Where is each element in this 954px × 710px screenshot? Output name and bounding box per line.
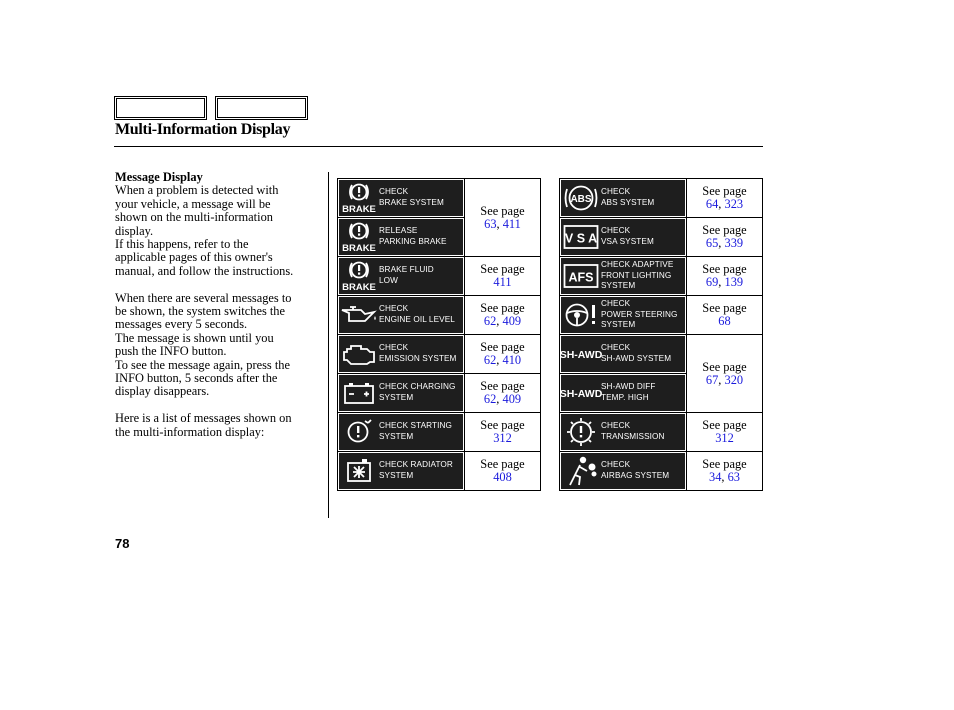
message-line: FRONT LIGHTING <box>601 270 672 280</box>
message-row <box>338 335 541 374</box>
message-text <box>601 382 655 404</box>
radiator-icon <box>342 456 376 486</box>
see-page-label: See page <box>702 359 747 374</box>
message-line: SH-AWD SYSTEM <box>601 354 672 363</box>
message-line: BRAKE SYSTEM <box>379 198 444 207</box>
see-page-label: See page <box>480 262 525 276</box>
warning-message <box>561 297 685 333</box>
page-link[interactable]: 139 <box>724 275 744 289</box>
intro-line <box>115 278 320 291</box>
warning-message <box>561 414 685 450</box>
message-text <box>601 299 677 331</box>
page-link[interactable]: 34 <box>709 470 722 484</box>
warning-message <box>339 453 463 489</box>
message-text <box>601 421 665 443</box>
message-line: CHECK <box>379 304 409 314</box>
starter-icon <box>342 417 376 447</box>
page-link[interactable]: 62 <box>483 392 497 406</box>
page-link[interactable]: 65 <box>705 236 719 250</box>
page-link[interactable]: 69 <box>705 275 719 289</box>
radiator-icon <box>339 453 379 489</box>
message-row <box>338 413 541 452</box>
intro-line: When a problem is detected with <box>115 183 279 198</box>
message-line: CHECK ADAPTIVE <box>601 259 674 269</box>
brake-warning-icon <box>339 219 379 255</box>
message-row <box>338 296 541 335</box>
message-cell <box>560 413 687 452</box>
message-text <box>601 260 673 292</box>
sh-awd-icon <box>559 378 603 408</box>
page-links: 63, 411 <box>484 216 521 231</box>
warning-message <box>561 258 685 294</box>
warning-message <box>561 219 685 255</box>
page-links: 67, 320 <box>705 372 744 387</box>
page-links: 62, 410 <box>483 353 522 367</box>
intro-text <box>115 171 320 439</box>
icon-text: SH-AWD <box>559 349 603 361</box>
message-table-left <box>337 178 541 491</box>
message-cell <box>560 296 687 335</box>
page-link[interactable]: 312 <box>493 431 512 445</box>
airbag-icon <box>563 455 599 487</box>
title-divider <box>114 146 763 147</box>
intro-line: applicable pages of this owner's <box>115 250 273 265</box>
sh-awd-icon <box>561 336 601 372</box>
page-links: 62, 409 <box>483 314 522 328</box>
see-page-label: See page <box>480 301 525 315</box>
message-line: TRANSMISSION <box>601 432 665 441</box>
see-page-label: See page <box>702 223 747 237</box>
page-reference <box>465 413 541 452</box>
message-line: RELEASE <box>379 226 418 236</box>
message-row <box>560 413 763 452</box>
sh-awd-icon <box>559 339 603 369</box>
message-cell <box>338 179 465 218</box>
message-cell <box>560 452 687 491</box>
transmission-gear-icon <box>563 416 599 448</box>
page-link[interactable]: 411 <box>493 275 512 289</box>
see-page-label: See page <box>480 418 525 432</box>
page-links: 64, 323 <box>705 197 744 211</box>
section-title: Multi-Information Display <box>115 121 291 138</box>
header-tab-1 <box>114 96 207 120</box>
message-line: TEMP. HIGH <box>601 393 649 402</box>
oil-can-icon <box>339 297 379 333</box>
message-row <box>338 452 541 491</box>
message-row <box>560 179 763 218</box>
see-page-label: See page <box>702 457 747 471</box>
oil-can-icon <box>340 300 378 330</box>
transmission-gear-icon <box>561 414 601 450</box>
message-line: BRAKE FLUID <box>379 265 434 275</box>
page-link[interactable]: 320 <box>724 372 744 387</box>
intro-line: INFO button, 5 seconds after the <box>115 371 278 386</box>
starter-icon <box>339 414 379 450</box>
page-reference <box>687 218 763 257</box>
message-cell <box>560 218 687 257</box>
intro-line: Here is a list of messages shown on <box>115 411 292 426</box>
message-line: SYSTEM <box>601 281 636 291</box>
message-cell <box>338 374 465 413</box>
intro-line <box>115 399 320 412</box>
see-page-label: See page <box>702 301 747 315</box>
warning-message <box>339 219 463 255</box>
page-reference <box>687 413 763 452</box>
message-row <box>560 218 763 257</box>
steering-wheel-icon <box>561 297 601 333</box>
message-line: CHECK <box>601 343 631 353</box>
icon-text: ABS <box>570 194 592 205</box>
message-cell <box>338 257 465 296</box>
warning-message <box>561 180 685 216</box>
header-tabs <box>114 96 308 120</box>
message-line: SYSTEM <box>379 432 414 441</box>
intro-line: be shown, the system switches the <box>115 304 286 319</box>
vsa-icon <box>561 219 601 255</box>
page-reference <box>465 452 541 491</box>
afs-icon <box>563 261 599 291</box>
page-link[interactable]: 68 <box>718 314 731 328</box>
intro-line: When there are several messages to <box>115 290 292 305</box>
page-reference <box>687 257 763 296</box>
message-line: ENGINE OIL LEVEL <box>379 315 455 324</box>
battery-icon <box>339 375 379 411</box>
header-tab-2 <box>215 96 308 120</box>
see-page-label: See page <box>702 262 747 276</box>
intro-line: If this happens, refer to the <box>115 237 249 252</box>
page-links <box>465 276 540 289</box>
message-table-right <box>559 178 763 491</box>
afs-icon <box>561 258 601 294</box>
page-links: 62, 409 <box>483 392 522 406</box>
message-line: CHECK STARTING <box>379 421 452 431</box>
message-line: VSA SYSTEM <box>601 237 654 246</box>
message-cell <box>338 218 465 257</box>
page-links: 69, 139 <box>705 275 744 289</box>
page-reference <box>687 296 763 335</box>
message-text <box>379 265 434 287</box>
message-cell <box>560 374 687 413</box>
icon-text: BRAKE <box>342 204 376 215</box>
page-link[interactable]: 63 <box>727 470 740 484</box>
page-link[interactable]: 67 <box>705 372 719 387</box>
airbag-icon <box>561 453 601 489</box>
see-page-label: See page <box>702 418 747 432</box>
message-cell <box>560 335 687 374</box>
brake-warning-icon <box>342 259 376 293</box>
abs-icon <box>564 183 598 213</box>
page-reference <box>465 179 541 257</box>
icon-text: V S A <box>564 231 598 246</box>
warning-message <box>561 336 685 372</box>
warning-message <box>339 414 463 450</box>
page-reference <box>687 452 763 491</box>
intro-line: display. <box>115 223 154 238</box>
message-line: CHECK CHARGING <box>379 382 456 392</box>
page-link[interactable]: 312 <box>715 431 734 445</box>
vsa-icon <box>563 222 599 252</box>
message-cell <box>338 413 465 452</box>
engine-icon <box>339 336 379 372</box>
message-line: CHECK <box>379 187 409 197</box>
page-links <box>465 432 540 445</box>
intro-line: messages every 5 seconds. <box>115 317 248 332</box>
icon-text: SH-AWD <box>559 388 603 400</box>
message-text <box>379 226 447 248</box>
page-links: 34, 63 <box>709 470 740 484</box>
page-links <box>687 432 762 445</box>
message-line: CHECK <box>379 343 409 353</box>
steering-wheel-icon <box>562 300 600 330</box>
message-cell <box>560 257 687 296</box>
abs-icon <box>561 180 601 216</box>
page-reference <box>465 374 541 413</box>
message-cell <box>338 335 465 374</box>
message-row <box>338 374 541 413</box>
message-line: SYSTEM <box>379 393 414 402</box>
message-text <box>379 187 444 209</box>
icon-text: BRAKE <box>342 243 376 254</box>
battery-icon <box>341 378 377 408</box>
warning-message <box>339 336 463 372</box>
message-line: CHECK <box>601 187 631 197</box>
page-link[interactable]: 323 <box>724 197 744 211</box>
page-link[interactable]: 408 <box>493 470 512 484</box>
message-line: CHECK <box>601 460 631 470</box>
engine-icon <box>341 339 377 369</box>
intro-line: the multi-information display: <box>115 424 265 439</box>
message-cell <box>338 452 465 491</box>
message-text <box>379 343 456 365</box>
page-link[interactable]: 64 <box>705 197 719 211</box>
warning-message <box>339 258 463 294</box>
intro-line: manual, and follow the instructions. <box>115 263 294 278</box>
page-reference <box>687 335 763 413</box>
page-links <box>687 315 762 328</box>
message-row <box>560 452 763 491</box>
message-line: POWER STEERING <box>601 309 678 319</box>
sh-awd-icon <box>561 375 601 411</box>
message-line: LOW <box>379 276 398 285</box>
message-row <box>338 179 541 218</box>
message-text <box>379 460 453 482</box>
message-row <box>560 335 763 374</box>
message-line: CHECK <box>601 226 631 236</box>
see-page-label: See page <box>480 340 525 354</box>
page-number: 78 <box>115 536 130 551</box>
intro-line: display disappears. <box>115 384 210 399</box>
message-line: EMISSION SYSTEM <box>379 354 457 363</box>
message-cell <box>560 179 687 218</box>
intro-line: push the INFO button. <box>115 344 227 359</box>
page-link[interactable]: 63 <box>484 216 497 231</box>
message-line: CHECK <box>601 421 631 431</box>
message-row <box>338 257 541 296</box>
intro-line: To see the message again, press the <box>115 357 290 372</box>
message-line: AIRBAG SYSTEM <box>601 471 670 480</box>
message-row <box>560 257 763 296</box>
see-page-label: See page <box>702 184 747 198</box>
page-links <box>465 471 540 484</box>
page-link[interactable]: 409 <box>502 314 522 328</box>
page-reference <box>687 179 763 218</box>
message-text <box>601 460 669 482</box>
intro-line: The message is shown until you <box>115 330 274 345</box>
message-row <box>560 296 763 335</box>
page-link[interactable]: 411 <box>502 216 521 231</box>
page-reference <box>465 257 541 296</box>
warning-message <box>561 453 685 489</box>
brake-warning-icon <box>339 180 379 216</box>
message-line: PARKING BRAKE <box>379 237 447 246</box>
column-divider <box>328 172 329 518</box>
icon-text: AFS <box>568 270 594 285</box>
see-page-label: See page <box>480 457 525 471</box>
page-link[interactable]: 410 <box>502 353 522 367</box>
page-links: 65, 339 <box>705 236 744 250</box>
warning-message <box>339 180 463 216</box>
brake-warning-icon <box>342 181 376 215</box>
see-page-label: See page <box>480 379 525 393</box>
icon-text: BRAKE <box>342 282 376 293</box>
page-link[interactable]: 62 <box>483 314 497 328</box>
see-page-label: See page <box>480 203 525 218</box>
brake-warning-icon <box>339 258 379 294</box>
message-line: CHECK RADIATOR <box>379 460 453 470</box>
message-text <box>601 187 654 209</box>
page-link[interactable]: 62 <box>483 353 497 367</box>
message-text <box>379 304 455 326</box>
message-text <box>379 421 452 443</box>
page-reference <box>465 335 541 374</box>
brake-warning-icon <box>342 220 376 254</box>
message-line: SH-AWD DIFF <box>601 382 656 392</box>
warning-message <box>561 375 685 411</box>
message-cell <box>338 296 465 335</box>
message-line: SYSTEM <box>601 320 636 330</box>
intro-line: shown on the multi-information <box>115 210 273 225</box>
page-link[interactable]: 409 <box>502 392 522 406</box>
message-text <box>601 343 671 365</box>
message-line: CHECK <box>601 298 631 308</box>
intro-line: your vehicle, a message will be <box>115 196 271 211</box>
message-text <box>379 382 455 404</box>
message-line: ABS SYSTEM <box>601 198 655 207</box>
page-link[interactable]: 339 <box>724 236 744 250</box>
warning-message <box>339 297 463 333</box>
message-line: SYSTEM <box>379 471 414 480</box>
warning-message <box>339 375 463 411</box>
page-reference <box>465 296 541 335</box>
message-text <box>601 226 654 248</box>
intro-heading: Message Display <box>115 170 203 184</box>
